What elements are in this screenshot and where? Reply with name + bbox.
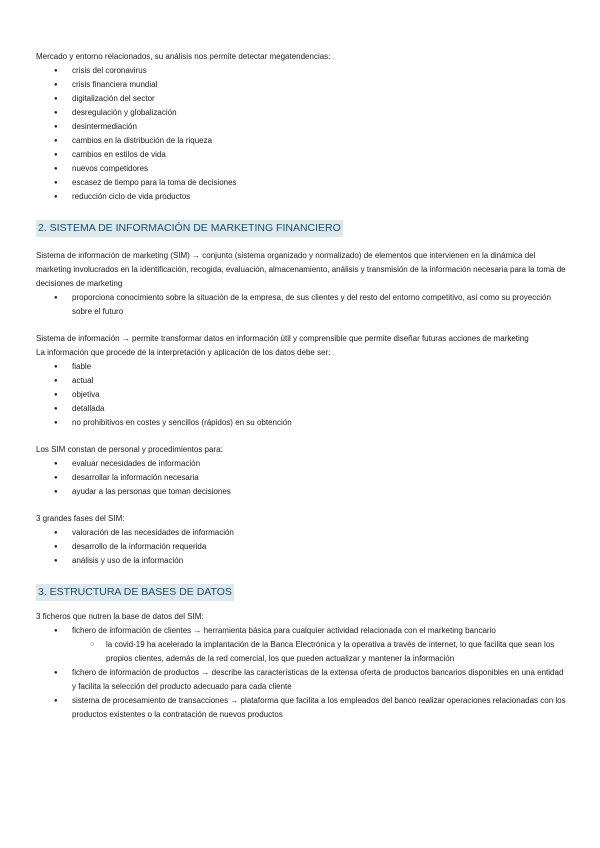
- sim-definition: Sistema de información de marketing (SIM) → conjunto (sistema organizado y normalizado) de elementos que intervienen en la dinámica del marketing involucrados en la identificación, recogida, evaluación, almacenamiento, análisis y transmisión de la información necesaria para la toma de decisiones de marketing: [36, 251, 566, 288]
- document-body: [36, 50, 566, 722]
- list-item: ● evaluar necesidades de información: [36, 457, 566, 471]
- list-item: ● fichero de información de clientes → herramienta básica para cualquier actividad relacionada con el marketing bancario: [36, 624, 566, 638]
- list-item: ● desintermediación: [36, 120, 566, 134]
- list-item: ● desregulación y globalización: [36, 106, 566, 120]
- megatrends-list: [36, 64, 566, 204]
- list-item: ● nuevos competidores: [36, 162, 566, 176]
- staff-list: [36, 457, 566, 499]
- list-item: ● cambios en estilos de vida: [36, 148, 566, 162]
- list-item: ● detallada: [36, 402, 566, 416]
- list-item: ● fichero de información de productos → describe las características de la extensa oferta de productos bancarios disponibles en una entidad y facilita la selección del producto adecuado para cada cliente: [36, 666, 566, 694]
- info-lead: La información que procede de la interpretación y aplicación de los datos debe ser:: [36, 348, 331, 357]
- files-lead: 3 ficheros que nutren la base de datos del SIM:: [36, 612, 204, 621]
- sim-definition-list: [36, 291, 566, 319]
- files-list: [36, 624, 566, 722]
- list-item: ● reducción ciclo de vida productos: [36, 190, 566, 204]
- section-2-heading: 2. SISTEMA DE INFORMACIÓN DE MARKETING FINANCIERO: [36, 220, 343, 237]
- list-item: ● crisis del coronavirus: [36, 64, 566, 78]
- list-item: ● digitalización del sector: [36, 92, 566, 106]
- list-item: ● no prohibitivos en costes y sencillos (rápidos) en su obtención: [36, 416, 566, 430]
- list-item: ● análisis y uso de la información: [36, 554, 566, 568]
- list-item: ● desarrollo de la información requerida: [36, 540, 566, 554]
- phases-lead: 3 grandes fases del SIM:: [36, 514, 125, 523]
- phases-list: [36, 526, 566, 568]
- list-item: ● proporciona conocimiento sobre la situación de la empresa, de sus clientes y del resto del entorno competitivo, así como su proyección sobre el futuro: [36, 291, 566, 319]
- list-item: ● actual: [36, 374, 566, 388]
- info-qualities-list: [36, 360, 566, 430]
- list-item: ● valoración de las necesidades de información: [36, 526, 566, 540]
- list-item: ● ayudar a las personas que toman decisiones: [36, 485, 566, 499]
- sim-transform: Sistema de información → permite transformar datos en información útil y comprensible que permite diseñar futuras acciones de marketing: [36, 334, 529, 343]
- section-3-heading: 3. ESTRUCTURA DE BASES DE DATOS: [36, 584, 234, 601]
- list-item: ● objetiva: [36, 388, 566, 402]
- list-item: ● escasez de tiempo para la toma de decisiones: [36, 176, 566, 190]
- list-item: ● sistema de procesamiento de transacciones → plataforma que facilita a los empleados del banco realizar operaciones relacionadas con los productos existentes o la contratación de nuevos productos: [36, 694, 566, 722]
- list-item: ● cambios en la distribución de la riqueza: [36, 134, 566, 148]
- list-item: ● fiable: [36, 360, 566, 374]
- intro-lead: Mercado y entorno relacionados, su análisis nos permite detectar megatendencias:: [36, 52, 331, 61]
- staff-lead: Los SIM constan de personal y procedimientos para:: [36, 445, 223, 454]
- list-item: ● crisis financiera mundial: [36, 78, 566, 92]
- sub-list-item: ○ la covid-19 ha acelerado la implantación de la Banca Electrónica y la operativa a través de internet, lo que facilita que sean los propios clientes, además de la red comercial, los que pueden actualizar y mantener la información: [36, 638, 566, 666]
- list-item: ● desarrollar la información necesaria: [36, 471, 566, 485]
